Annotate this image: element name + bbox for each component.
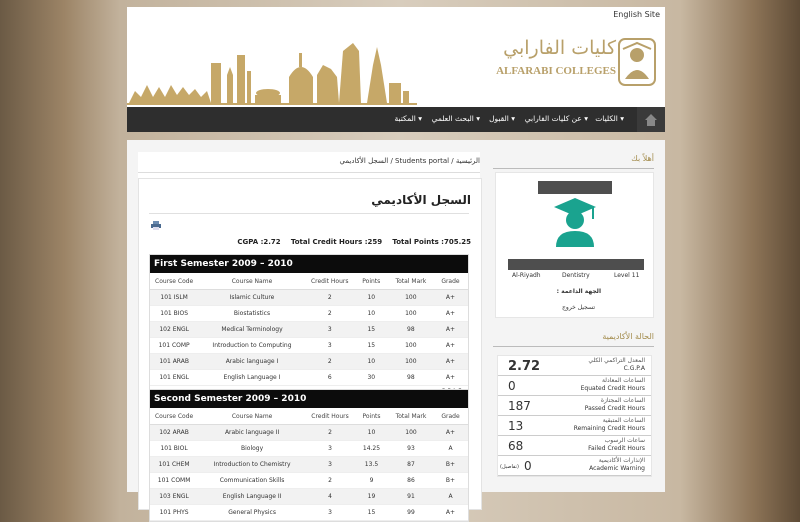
welcome-heading: أهلاً بك — [493, 154, 654, 169]
credit-hours-cell: 2 — [306, 354, 354, 370]
title-divider — [149, 213, 469, 214]
grade-cell: A — [433, 489, 468, 505]
totals-summary — [229, 238, 471, 246]
course-code-cell: 101 BIOL — [150, 441, 198, 457]
status-value: 2.72 — [508, 359, 541, 374]
table-row — [150, 425, 468, 441]
course-name-cell: Islamic Culture — [198, 290, 305, 306]
main-nav — [127, 107, 665, 132]
grade-cell: A+ — [433, 290, 468, 306]
course-name-cell: English Language II — [198, 489, 306, 505]
status-label-ar: الساعات المعادلة — [601, 377, 645, 384]
cgpa-value: CGPA :2.72 — [237, 238, 281, 246]
credit-hours-cell: 3 — [306, 322, 354, 338]
points-cell: 10 — [354, 425, 389, 441]
academic-status-heading: الحالة الأكاديمية — [493, 332, 654, 347]
course-name-cell: Communication Skills — [198, 473, 306, 489]
status-label-en: Academic Warning — [589, 465, 645, 472]
col-grade: Grade — [433, 273, 468, 290]
table-row — [150, 473, 468, 489]
credit-hours-cell: 3 — [306, 457, 354, 473]
academic-record-panel — [138, 178, 482, 516]
status-label-ar: الإنذارات الأكاديمية — [598, 457, 645, 464]
table-row — [150, 322, 468, 338]
points-cell: 10 — [354, 354, 389, 370]
redacted-student-name — [538, 181, 612, 194]
breadcrumb: الرئيسية / Students portal / السجل الأكاديمي — [339, 157, 480, 165]
course-name-cell: General Physics — [198, 505, 306, 521]
total-mark-cell: 100 — [389, 306, 433, 322]
points-cell: 15 — [354, 505, 389, 521]
total-mark-cell: 100 — [389, 338, 433, 354]
total-mark-cell: 91 — [389, 489, 433, 505]
table-header-row — [150, 273, 468, 290]
course-name-cell: Introduction to Chemistry — [198, 457, 306, 473]
table-header-row — [150, 408, 468, 425]
course-code-cell: 101 COMM — [150, 473, 198, 489]
table-row — [150, 290, 468, 306]
credit-hours-cell: 3 — [306, 505, 354, 521]
grade-cell: A+ — [433, 338, 468, 354]
semester-rows — [150, 425, 468, 521]
total-mark-cell: 86 — [389, 473, 433, 489]
breadcrumb-portal[interactable]: Students portal — [395, 157, 450, 165]
status-row — [498, 436, 651, 456]
course-name-cell: Arabic language II — [198, 425, 306, 441]
status-row — [498, 416, 651, 436]
course-name-cell: Biology — [198, 441, 306, 457]
academic-status-list — [497, 355, 652, 477]
total-mark-cell: 98 — [389, 370, 433, 386]
content-area — [127, 140, 665, 516]
warning-details-link[interactable]: (تفاصيل) — [500, 464, 519, 470]
col-credit-hours: Credit Hours — [306, 273, 354, 290]
major-label: Dentistry — [562, 272, 590, 279]
sponsor-label: الجهة الداعمة : — [556, 288, 601, 295]
course-code-cell: 101 PHYS — [150, 505, 198, 521]
semester-title: Second Semester 2009 – 2010 — [150, 390, 468, 408]
course-name-cell: Biostatistics — [198, 306, 305, 322]
grade-cell: A+ — [433, 354, 468, 370]
student-avatar-icon — [550, 195, 600, 247]
col-points: Points — [354, 408, 389, 425]
col-course-code: Course Code — [150, 408, 198, 425]
points-cell: 13.5 — [354, 457, 389, 473]
status-row — [498, 376, 651, 396]
table-row — [150, 370, 468, 386]
course-name-cell: Medical Terminology — [198, 322, 305, 338]
status-label-en: Equated Credit Hours — [580, 385, 645, 392]
points-cell: 30 — [354, 370, 389, 386]
status-value: 68 — [508, 439, 524, 453]
points-cell: 10 — [354, 290, 389, 306]
course-code-cell: 103 ENGL — [150, 489, 198, 505]
points-cell: 15 — [354, 322, 389, 338]
status-value: 0 — [508, 379, 516, 393]
semester-block-1 — [149, 254, 469, 399]
table-row — [150, 505, 468, 521]
course-code-cell: 102 ARAB — [150, 425, 198, 441]
nav-item-research[interactable]: ▾ البحث العلمي — [431, 114, 480, 123]
status-row — [498, 356, 651, 376]
credit-hours-cell: 6 — [306, 370, 354, 386]
status-label-ar: ساعات الرسوب — [604, 437, 645, 444]
status-value: 0 — [524, 459, 532, 473]
redacted-student-id — [508, 259, 644, 270]
points-cell: 15 — [354, 338, 389, 354]
points-cell: 14.25 — [354, 441, 389, 457]
grade-cell: A+ — [433, 505, 468, 521]
total-mark-cell: 87 — [389, 457, 433, 473]
course-code-cell: 101 CHEM — [150, 457, 198, 473]
college-logo[interactable] — [496, 35, 660, 91]
total-credit-hours: Total Credit Hours :259 — [290, 238, 383, 246]
status-row — [498, 396, 651, 416]
total-mark-cell: 100 — [389, 425, 433, 441]
credit-hours-cell: 4 — [306, 489, 354, 505]
grade-cell: A+ — [433, 306, 468, 322]
status-label-ar: المعدل التراكمي الكلي — [588, 357, 645, 364]
total-mark-cell: 100 — [389, 290, 433, 306]
table-row — [150, 489, 468, 505]
table-row — [150, 441, 468, 457]
nav-item-colleges[interactable]: ▾ الكليات — [595, 114, 624, 123]
status-label-en: Remaining Credit Hours — [573, 425, 645, 432]
credit-hours-cell: 3 — [306, 441, 354, 457]
col-points: Points — [354, 273, 389, 290]
course-code-cell: 102 ENGL — [150, 322, 198, 338]
nav-item-library[interactable]: ▾ المكتبة — [394, 114, 422, 123]
course-name-cell: English Language I — [198, 370, 305, 386]
main-column — [138, 152, 480, 516]
course-name-cell: Introduction to Computing — [198, 338, 305, 354]
status-label-en: C.G.P.A — [623, 365, 645, 372]
col-course-code: Course Code — [150, 273, 198, 290]
total-points: Total Points :705.25 — [392, 238, 471, 246]
banner — [127, 25, 665, 107]
course-table — [150, 273, 468, 386]
credit-hours-cell: 2 — [306, 306, 354, 322]
total-mark-cell: 99 — [389, 505, 433, 521]
level-label: Level 11 — [614, 272, 640, 279]
status-label-ar: الساعات المتبقية — [602, 417, 645, 424]
credit-hours-cell: 3 — [306, 338, 354, 354]
semester-block-2 — [149, 389, 469, 522]
page — [127, 7, 665, 516]
credit-hours-cell: 2 — [306, 473, 354, 489]
home-button[interactable] — [637, 107, 665, 132]
col-course-name: Course Name — [198, 408, 306, 425]
status-label-en: Failed Credit Hours — [588, 445, 645, 452]
grade-cell: B+ — [433, 457, 468, 473]
grade-cell: B+ — [433, 473, 468, 489]
grade-cell: A+ — [433, 370, 468, 386]
table-row — [150, 306, 468, 322]
breadcrumb-divider — [138, 172, 480, 173]
breadcrumb-current: السجل الأكاديمي — [339, 157, 389, 165]
course-code-cell: 101 ARAB — [150, 354, 198, 370]
col-credit-hours: Credit Hours — [306, 408, 354, 425]
profile-card — [495, 172, 654, 318]
credit-hours-cell: 2 — [306, 290, 354, 306]
total-mark-cell: 98 — [389, 322, 433, 338]
course-code-cell: 101 ISLM — [150, 290, 198, 306]
nav-item-about[interactable]: ▾ عن كليات الفارابي — [524, 114, 588, 123]
table-row — [150, 354, 468, 370]
top-bar — [127, 7, 665, 26]
points-cell: 19 — [354, 489, 389, 505]
status-value: 187 — [508, 399, 531, 413]
total-mark-cell: 93 — [389, 441, 433, 457]
grade-cell: A+ — [433, 322, 468, 338]
grade-cell: A+ — [433, 425, 468, 441]
col-total-mark: Total Mark — [389, 408, 433, 425]
table-row — [150, 338, 468, 354]
points-cell: 10 — [354, 306, 389, 322]
course-code-cell: 101 ENGL — [150, 370, 198, 386]
semester-title: First Semester 2009 – 2010 — [150, 255, 468, 273]
course-table — [150, 408, 468, 521]
course-name-cell: Arabic language I — [198, 354, 305, 370]
grade-cell: A — [433, 441, 468, 457]
breadcrumb-home[interactable]: الرئيسية — [455, 157, 480, 165]
points-cell: 9 — [354, 473, 389, 489]
home-icon — [637, 107, 665, 132]
logo-arabic-text: كليات الفارابي — [503, 37, 616, 59]
status-row — [498, 456, 651, 476]
semester-rows — [150, 290, 468, 386]
table-row — [150, 457, 468, 473]
logout-link[interactable]: تسجيل خروج — [562, 304, 595, 311]
total-mark-cell: 100 — [389, 354, 433, 370]
col-total-mark: Total Mark — [389, 273, 433, 290]
status-label-en: Passed Credit Hours — [584, 405, 645, 412]
credit-hours-cell: 2 — [306, 425, 354, 441]
col-course-name: Course Name — [198, 273, 305, 290]
course-code-cell: 101 COMP — [150, 338, 198, 354]
status-label-ar: الساعات المجتازة — [600, 397, 645, 404]
page-title: السجل الأكاديمي — [371, 193, 471, 207]
campus-label: Al-Riyadh — [512, 272, 541, 279]
nav-item-admission[interactable]: ▾ القبول — [489, 114, 515, 123]
status-value: 13 — [508, 419, 524, 433]
col-grade: Grade — [433, 408, 468, 425]
logo-english-text: ALFARABI COLLEGES — [496, 65, 616, 77]
print-icon[interactable] — [151, 221, 161, 230]
english-site-link[interactable]: English Site — [613, 10, 660, 19]
course-code-cell: 101 BIOS — [150, 306, 198, 322]
